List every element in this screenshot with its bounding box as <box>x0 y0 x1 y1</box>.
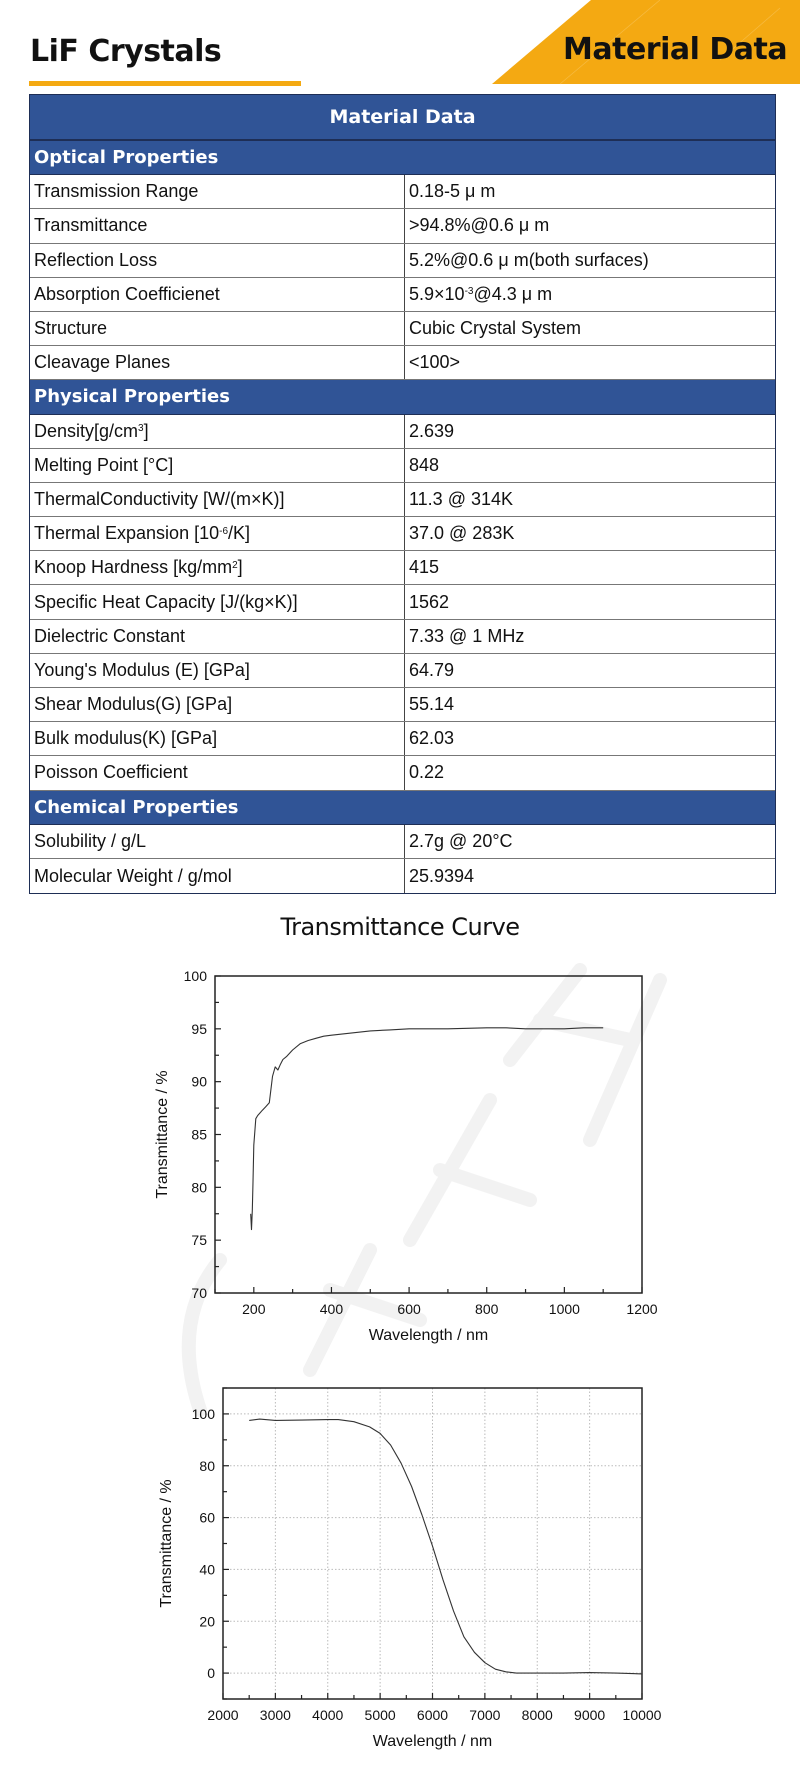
x-tick-label: 4000 <box>312 1707 344 1723</box>
cell-text: Solubility / g/L <box>34 830 147 851</box>
table-row <box>30 244 775 278</box>
table-row <box>30 688 775 722</box>
cell-text-suffix: /K] <box>228 523 251 544</box>
section-header-optical-properties: Optical Properties <box>30 141 775 175</box>
property-name <box>30 312 405 345</box>
table-row <box>30 859 775 893</box>
x-tick-label: 400 <box>319 1301 344 1317</box>
property-value <box>405 551 775 584</box>
cell-text: Cleavage Planes <box>34 352 171 373</box>
cell-text: Molecular Weight / g/mol <box>34 865 232 886</box>
x-tick-label: 600 <box>397 1301 421 1317</box>
property-name <box>30 859 405 893</box>
property-value: 5.9×10 $^{-3}$ @4.3 μ m <box>409 283 553 304</box>
cell-text: Structure <box>34 318 108 339</box>
property-name <box>30 175 405 208</box>
property-name <box>30 654 405 687</box>
y-tick-label: 75 <box>191 1232 207 1249</box>
cell-text: Young's Modulus (E) [GPa] <box>34 659 250 680</box>
cell-text: Transmittance <box>34 215 148 236</box>
property-value <box>405 175 775 208</box>
y-tick-label: 95 <box>191 1020 207 1037</box>
cell-text: Reflection Loss <box>34 249 158 270</box>
x-axis-label: Wavelength / nm <box>372 1733 493 1750</box>
property-value <box>405 517 775 550</box>
plot-frame <box>215 976 642 1293</box>
table-row <box>30 756 775 790</box>
y-tick-label: 80 <box>191 1179 207 1196</box>
y-tick-label: 90 <box>191 1073 207 1090</box>
chart-section-title: Transmittance Curve <box>280 913 520 941</box>
table-row <box>30 175 775 209</box>
chart-infrared <box>158 1388 662 1750</box>
y-tick-label: 40 <box>199 1561 215 1578</box>
property-value <box>405 585 775 618</box>
table-row <box>30 346 775 380</box>
property-name <box>30 483 405 516</box>
x-tick-label: 10000 <box>622 1707 662 1723</box>
cell-text: <100> <box>409 352 461 373</box>
x-tick-label: 2000 <box>207 1707 239 1723</box>
x-axis-label: Wavelength / nm <box>368 1327 489 1344</box>
property-value <box>405 209 775 242</box>
property-value <box>405 346 775 379</box>
cell-text: Shear Modulus(G) [GPa] <box>34 694 233 715</box>
property-name <box>30 688 405 721</box>
page-title: LiF Crystals <box>30 34 222 69</box>
cell-text: 62.03 <box>409 728 455 749</box>
cell-text-suffix: ] <box>143 420 149 441</box>
property-value <box>405 722 775 755</box>
x-tick-label: 5000 <box>364 1707 396 1723</box>
cell-text: 7.33 @ 1 MHz <box>409 625 525 646</box>
y-tick-label: 0 <box>207 1665 215 1682</box>
cell-text: Transmission Range <box>34 181 199 202</box>
cell-text: Poisson Coefficient <box>34 762 188 783</box>
x-tick-label: 7000 <box>469 1707 501 1723</box>
cell-text: Thermal Expansion [10 <box>34 523 220 544</box>
property-name <box>30 825 405 858</box>
cell-text: 55.14 <box>409 694 455 715</box>
table-row <box>30 517 775 551</box>
table-row <box>30 722 775 756</box>
watermark-logo <box>160 940 680 1420</box>
property-name <box>30 620 405 653</box>
x-tick-label: 200 <box>242 1301 266 1317</box>
y-tick-label: 100 <box>183 968 207 984</box>
property-value <box>405 415 775 448</box>
x-tick-label: 800 <box>475 1301 499 1317</box>
cell-text: 0.18-5 μ m <box>409 181 496 202</box>
table-row <box>30 278 775 312</box>
cell-text: 1562 <box>409 591 450 612</box>
cell-text: Cubic Crystal System <box>409 318 582 339</box>
property-name <box>30 722 405 755</box>
property-name <box>30 278 405 311</box>
cell-text: ThermalConductivity [W/(m×K)] <box>34 488 285 509</box>
x-tick-label: 3000 <box>259 1707 291 1723</box>
table-row <box>30 585 775 619</box>
cell-text: Specific Heat Capacity [J/(kg×K)] <box>34 591 298 612</box>
cell-text: Density[g/cm <box>34 420 139 441</box>
cell-text: Dielectric Constant <box>34 625 186 646</box>
transmittance-line <box>249 1419 642 1674</box>
property-value <box>405 825 775 858</box>
property-value <box>405 654 775 687</box>
transmittance-line <box>251 1028 604 1230</box>
cell-text: 5.9×10 <box>409 283 465 304</box>
y-axis-label: Transmittance / % <box>158 1479 175 1608</box>
section-header-physical-properties: Physical Properties <box>30 380 775 414</box>
cell-text: Bulk modulus(K) [GPa] <box>34 728 218 749</box>
cell-text: 415 <box>409 557 440 578</box>
y-tick-label: 70 <box>191 1285 207 1301</box>
cell-text: 0.22 <box>409 762 445 783</box>
cell-text: 848 <box>409 454 440 475</box>
property-value <box>405 859 775 893</box>
property-value <box>405 620 775 653</box>
material-data-table <box>29 94 776 894</box>
x-tick-label: 6000 <box>416 1707 449 1723</box>
cell-text: Absorption Coefficienet <box>34 283 220 304</box>
property-value <box>405 756 775 789</box>
property-name <box>30 449 405 482</box>
property-name: Thermal Expansion [10 $^{-6}$ /K] <box>30 517 405 550</box>
cell-text: 37.0 @ 283K <box>409 523 515 544</box>
table-row <box>30 483 775 517</box>
cell-text-suffix: @4.3 μ m <box>473 283 553 304</box>
y-tick-label: 20 <box>199 1613 215 1630</box>
property-name <box>30 585 405 618</box>
cell-text: 2.7g @ 20°C <box>409 830 513 851</box>
cell-text: 5.2%@0.6 μ m(both surfaces) <box>409 249 649 270</box>
property-value <box>405 688 775 721</box>
cell-text: 11.3 @ 314K <box>409 488 514 509</box>
x-tick-label: 9000 <box>574 1707 606 1723</box>
section-header-chemical-properties: Chemical Properties <box>30 791 775 825</box>
banner-label: Material Data <box>563 32 788 67</box>
cell-text: 64.79 <box>409 659 455 680</box>
table-row <box>30 449 775 483</box>
y-axis-label: Transmittance / % <box>154 1070 171 1199</box>
property-name <box>30 346 405 379</box>
y-tick-label: 85 <box>191 1126 207 1143</box>
x-tick-label: 1200 <box>626 1301 658 1317</box>
property-name <box>30 209 405 242</box>
y-tick-label: 60 <box>199 1509 215 1526</box>
chart-uv-vis <box>154 968 658 1344</box>
plot-frame <box>223 1388 642 1699</box>
table-row <box>30 551 775 585</box>
cell-text: 25.9394 <box>409 865 475 886</box>
x-tick-label: 8000 <box>521 1707 553 1723</box>
table-title: Material Data <box>30 95 775 141</box>
property-name <box>30 756 405 789</box>
y-tick-label: 100 <box>191 1405 215 1422</box>
title-underline <box>29 81 301 86</box>
table-row <box>30 312 775 346</box>
property-value <box>405 449 775 482</box>
table-row <box>30 620 775 654</box>
property-name: Knoop Hardness [kg/mm $^2$ ] <box>30 551 405 584</box>
cell-text: Melting Point [°C] <box>34 454 174 475</box>
property-name: Density[g/cm $^3$ ] <box>30 415 405 448</box>
table-row <box>30 415 775 449</box>
table-row <box>30 825 775 859</box>
x-tick-label: 1000 <box>548 1301 580 1317</box>
cell-text-suffix: ] <box>237 557 243 578</box>
property-value <box>405 483 775 516</box>
table-row <box>30 654 775 688</box>
cell-text: Knoop Hardness [kg/mm <box>34 557 233 578</box>
table-row <box>30 209 775 243</box>
property-value <box>405 244 775 277</box>
property-name <box>30 244 405 277</box>
cell-text: 2.639 <box>409 420 455 441</box>
property-value <box>405 312 775 345</box>
cell-text: >94.8%@0.6 μ m <box>409 215 550 236</box>
y-tick-label: 80 <box>199 1457 215 1474</box>
